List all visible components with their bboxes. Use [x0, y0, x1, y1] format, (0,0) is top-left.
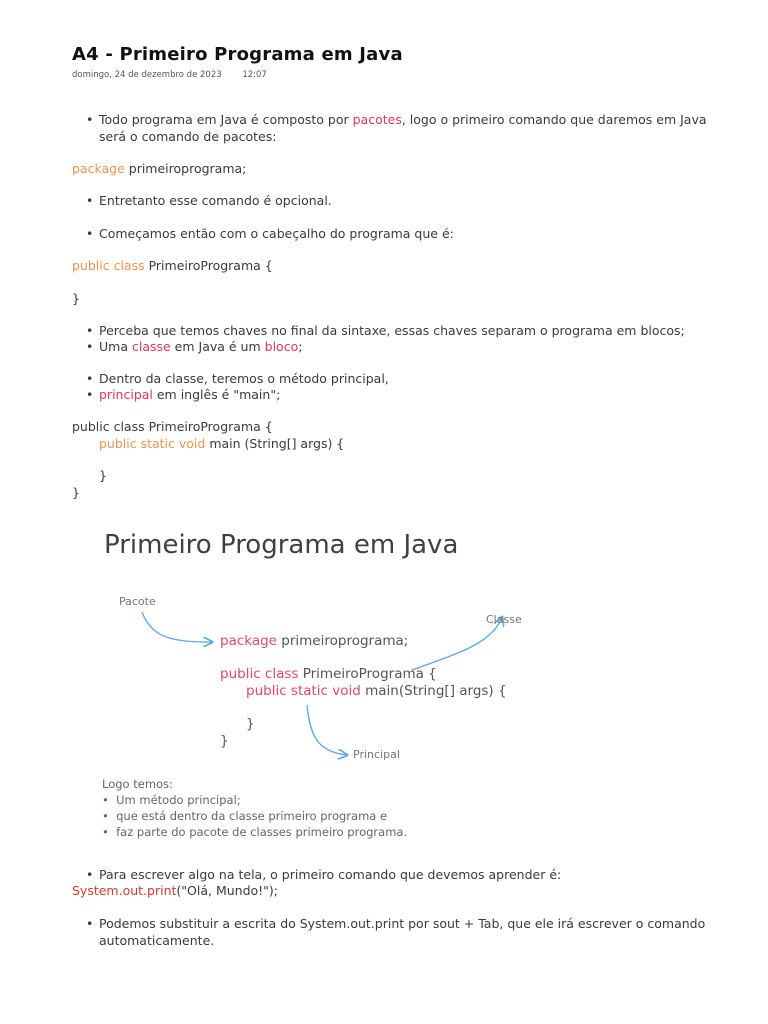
arrow-pacote — [142, 612, 212, 642]
bullet-dot: • — [86, 323, 94, 338]
highlight-classe: classe — [131, 339, 171, 354]
label-pacote: Pacote — [119, 595, 156, 608]
diagram-arrows — [72, 520, 532, 780]
diagram-brace-2: } — [220, 733, 229, 749]
note-date: domingo, 24 de dezembro de 2023 — [72, 70, 222, 80]
diagram-code-main — [246, 683, 507, 699]
code-text: PrimeiroPrograma { — [298, 666, 437, 682]
text: ; — [298, 339, 303, 354]
code-text: main (String[] args) { — [205, 436, 345, 451]
code-print — [72, 882, 278, 899]
code-text: primeiroprograma; — [277, 633, 409, 649]
code-line-2 — [99, 435, 344, 452]
diagram-code-class — [220, 666, 437, 682]
bullet-dot: • — [86, 112, 94, 127]
bullet-chaves — [86, 322, 716, 339]
keyword: package — [220, 633, 277, 649]
diagram-brace-1: } — [246, 716, 255, 732]
highlight-pacotes: pacotes — [352, 112, 402, 127]
note-text: faz parte do pacote de classes primeiro programa. — [116, 825, 408, 839]
bullet-classe — [86, 338, 716, 355]
diagram-image — [72, 520, 522, 850]
bullet-opcional — [86, 192, 716, 209]
bullet-metodo — [86, 370, 716, 387]
notes-heading: Logo temos: — [102, 777, 173, 791]
code-line-4: } — [72, 485, 80, 500]
diagram-notes — [102, 776, 407, 840]
notes-item: • faz parte do pacote de classes primeiro programa. — [102, 825, 408, 839]
label-classe: Classe — [486, 613, 522, 626]
notes-item: • Um método principal; — [102, 793, 241, 807]
code-close-brace: } — [72, 291, 80, 306]
bullet-dot: • — [86, 387, 94, 402]
keyword-system-out-print: System.out.print — [72, 883, 177, 898]
note-text: Um método principal; — [116, 793, 241, 807]
note-time: 12:07 — [242, 70, 267, 80]
bullet-text: Podemos substituir a escrita do System.out.print por sout + Tab, que ele irá escrever o comando automaticamente. — [99, 916, 706, 948]
keyword: public class — [220, 666, 299, 682]
keyword-public-class: public class — [72, 258, 145, 273]
arrow-principal — [307, 705, 347, 755]
keyword: public static void — [246, 683, 361, 699]
note-text: que está dentro da classe primeiro programa e — [116, 809, 388, 823]
note-meta — [72, 70, 267, 80]
bullet-dot: • — [86, 226, 94, 241]
bullet-dot: • — [86, 193, 94, 208]
label-principal: Principal — [353, 748, 400, 761]
code-class — [72, 257, 273, 274]
diagram-title: Primeiro Programa em Java — [104, 530, 459, 560]
code-text: PrimeiroPrograma { — [144, 258, 273, 273]
bullet-dot: • — [86, 916, 94, 931]
bullet-dot: • — [86, 867, 94, 882]
bullet-text: Dentro da classe, teremos o método principal, — [99, 371, 389, 386]
bullet-cabecalho — [86, 225, 716, 242]
bullet-text: Entretanto esse comando é opcional. — [99, 193, 332, 208]
page-title: A4 - Primeiro Programa em Java — [72, 44, 403, 65]
highlight-principal: principal — [99, 387, 153, 402]
code-text: ("Olá, Mundo!"); — [176, 883, 279, 898]
code-text: primeiroprograma; — [124, 161, 247, 176]
bullet-text: Para escrever algo na tela, o primeiro comando que devemos aprender é: — [99, 867, 562, 882]
bullet-text: Começamos então com o cabeçalho do programa que é: — [99, 226, 454, 241]
text: , logo o primeiro comando que daremos em Java será o comando de pacotes: — [99, 112, 707, 144]
text: Todo programa em Java é composto por — [99, 112, 353, 127]
bullet-text: Perceba que temos chaves no final da sintaxe, essas chaves separam o programa em blocos; — [99, 323, 685, 338]
keyword-package: package — [72, 161, 125, 176]
text: em inglês é "main"; — [152, 387, 281, 402]
bullet-dot: • — [86, 339, 94, 354]
bullet-principal — [86, 386, 716, 403]
bullet-escrever — [86, 866, 716, 883]
code-line-3: } — [99, 468, 107, 483]
code-line-1: public class PrimeiroPrograma { — [72, 419, 273, 434]
bullet-pacotes — [86, 111, 716, 145]
text: em Java é um — [170, 339, 265, 354]
bullet-dot: • — [86, 371, 94, 386]
code-package — [72, 160, 246, 177]
keyword-public-static-void: public static void — [99, 436, 206, 451]
notes-item: • que está dentro da classe primeiro programa e — [102, 809, 388, 823]
text: Uma — [99, 339, 132, 354]
bullet-sout — [86, 915, 716, 949]
diagram-code-package — [220, 633, 408, 649]
code-text: main(String[] args) { — [360, 683, 507, 699]
highlight-bloco: bloco — [264, 339, 299, 354]
